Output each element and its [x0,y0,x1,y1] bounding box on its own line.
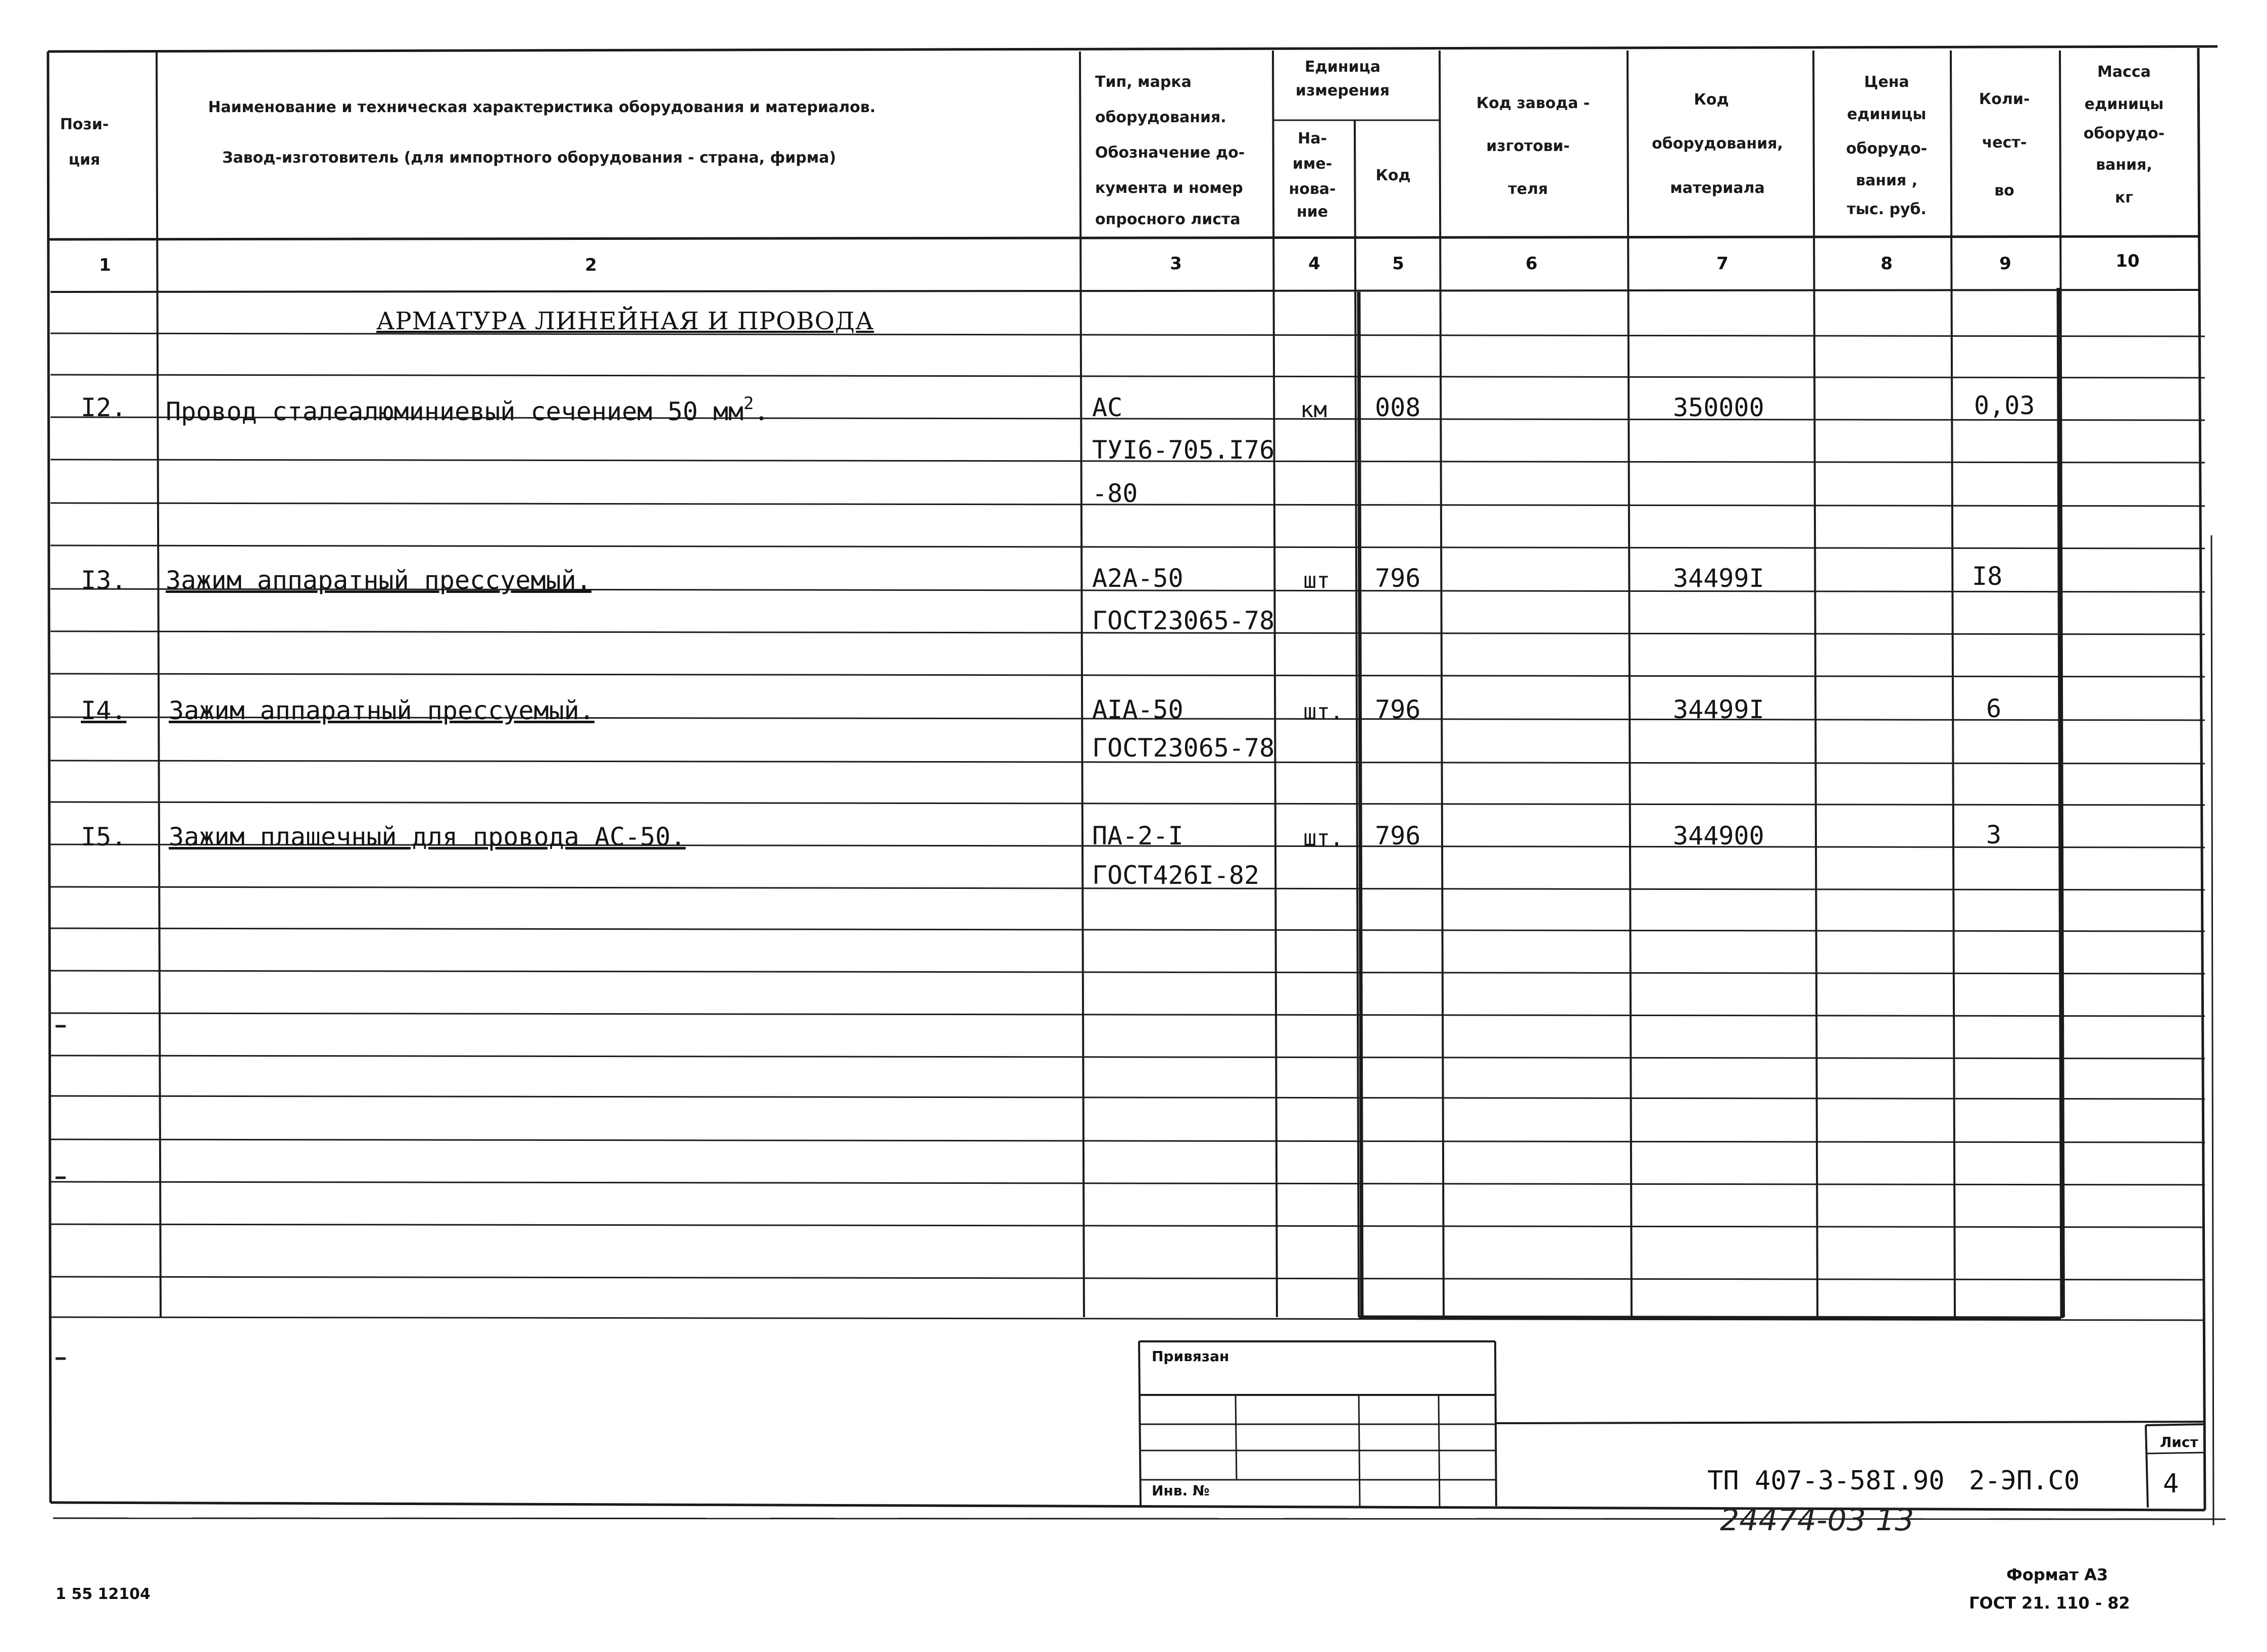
stamp-line [1439,1395,1440,1506]
header-col6-line3: теля [1508,180,1548,198]
header-col6-line2: изготови- [1486,137,1570,155]
col-number-5: 5 [1392,254,1404,274]
row-position: I3. [81,566,127,595]
row-quantity: 0,03 [1974,391,2035,420]
row-unit-code: 796 [1375,564,1421,593]
row-line-9 [51,674,2205,677]
frame-top [48,46,2217,52]
header-col8-line3: оборудо- [1846,140,1928,158]
stamp-line [1496,1422,2205,1423]
header-col10-line3: оборудо- [2083,125,2165,142]
section-title: АРМАТУРА ЛИНЕЙНАЯ И ПРОВОДА [376,307,874,335]
row-line-18 [51,1056,2205,1059]
stamp-line [1236,1395,1237,1480]
column-line-7 [1813,51,1817,1317]
row-equipment-code: 34499I [1673,695,1764,724]
header-col2-line2: Завод-изготовитель (для импортного оборудования - страна, фирма) [222,149,836,167]
header-col10-line4: вания, [2096,156,2152,174]
row-quantity: 6 [1986,694,2002,723]
sheet-label: Лист [2160,1434,2198,1450]
header-col7-line3: материала [1670,179,1765,197]
row-name: Провод сталеалюминиевый сечением 50 $мм^2$. [166,393,769,426]
row-type-line2: ТУI6-705.I76 [1092,435,1275,465]
row-type-line2: ГОСТ23065-78 [1092,733,1275,763]
column-line-8 [1951,51,1955,1317]
row-equipment-code: 34499I [1673,564,1764,593]
header-col9-line2: чест- [1982,134,2027,152]
row-unit-code: 796 [1375,695,1421,724]
row-unit: шт. [1303,825,1344,851]
sheet-cell [2147,1453,2205,1454]
col-number-7: 7 [1716,254,1729,274]
header-col3-line3: Обозначение до- [1095,144,1245,162]
stamp-line [1495,1341,1496,1506]
row-position: I4. [81,696,127,725]
document-code: ТП 407-3-58I.90 [1707,1466,1945,1496]
header-unit-line1: Единица [1305,58,1381,76]
header-col8-line4: вания , [1855,172,1918,189]
col-number-10: 10 [2115,251,2140,271]
header-col9-line1: Коли- [1979,90,2030,108]
frame-right [2198,48,2205,1510]
header-col3-line1: Тип, марка [1095,73,1192,91]
document-suffix: 2-ЭП.С0 [1969,1466,2080,1496]
row-type-line1: ПА-2-I [1092,821,1184,850]
header-col9-line3: во [1994,182,2014,199]
header-col2-line1: Наименование и техническая характеристика оборудования и материалов. [208,98,876,116]
header-col3-line5: опросного листа [1095,211,1241,228]
row-unit-code: 796 [1375,821,1421,850]
frame-left [48,52,51,1503]
row-equipment-code: 344900 [1673,821,1764,850]
sheet-number: 4 [2163,1469,2179,1499]
row-line-19 [51,1096,2205,1099]
column-line-3 [1273,51,1277,1317]
margin-line [2211,535,2213,1525]
row-type-line1: А2А-50 [1092,564,1184,593]
row-line-21 [51,1182,2205,1185]
row-type-line3: -80 [1092,479,1138,508]
heavy-bottom [1359,1317,2061,1318]
row-line-22 [51,1224,2205,1227]
row-line-15 [51,928,2205,931]
bound-label: Привязан [1152,1348,1229,1365]
gost-standard: ГОСТ 21. 110 - 82 [1969,1593,2130,1613]
header-col10-line5: кг [2114,189,2134,207]
col-number-9: 9 [1999,254,2011,274]
header-col7-line2: оборудования, [1652,135,1783,153]
header-col3-line4: кумента и номер [1095,179,1243,197]
row-unit-code: 008 [1375,393,1421,422]
col-number-8: 8 [1881,254,1893,274]
row-line-16 [51,971,2205,974]
row-line-12 [51,802,2205,805]
header-col6-line1: Код завода - [1476,94,1590,112]
header-col3-line2: оборудования. [1095,109,1226,126]
row-line-17 [51,1013,2205,1016]
header-col10-line2: единицы [2084,95,2164,113]
row-type-line2: ГОСТ426I-82 [1092,861,1260,890]
row-line-6 [51,545,2205,548]
paper-format: Формат А3 [2006,1565,2108,1584]
row-unit: шт. [1303,699,1344,725]
row-line-1 [51,333,2205,336]
header-col4-line4: ние [1296,203,1328,221]
footer-code: 1 55 12104 [56,1585,151,1603]
header-col4-line1: На- [1298,130,1327,147]
row-line-20 [51,1139,2205,1142]
header-col1-line1: Пози- [60,116,109,133]
header-col4-line2: име- [1292,155,1333,173]
header-col4-line3: нова- [1289,180,1336,198]
col-number-3: 3 [1170,254,1182,274]
row-type-line1: АIА-50 [1092,695,1184,724]
superscript: 2 [743,393,754,414]
header-col5: Код [1375,167,1411,184]
header-col8-line2: единицы [1847,106,1927,123]
row-name: Зажим плашечный для провода АС-50. [169,822,686,852]
stamp-line [1139,1341,1141,1506]
header-unit-line2: измерения [1295,82,1390,99]
row-line-2 [51,375,2205,378]
row-quantity: I8 [1972,562,2003,591]
row-quantity: 3 [1986,820,2002,849]
row-unit: шт [1303,568,1330,593]
inventory-number-label: Инв. № [1152,1482,1210,1499]
row-line-23 [51,1277,2205,1280]
col-number-6: 6 [1525,254,1538,274]
header-col8-line1: Цена [1864,73,1909,91]
column-number-bottom [51,290,2199,292]
column-line-1 [157,52,161,1317]
header-col7-line1: Код [1694,91,1729,109]
sheet-cell [2146,1424,2205,1425]
sheet-cell [2146,1425,2148,1508]
row-position: I2. [81,393,127,422]
handwritten-number: 24474-03 13 [1720,1503,1914,1538]
column-line-2 [1080,52,1084,1317]
col-number-2: 2 [585,255,597,275]
header-col10-line1: Масса [2097,63,2151,81]
col-number-4: 4 [1308,254,1320,274]
row-name: Зажим аппаратный прессуемый. [166,566,592,595]
header-col8-line5: тыс. руб. [1847,201,1927,218]
header-col1-line2: ция [68,151,101,169]
header-bottom [48,236,2198,239]
column-line-5 [1440,51,1444,1317]
column-line-6 [1628,51,1632,1317]
row-unit: км [1300,397,1327,423]
row-name: Зажим аппаратный прессуемый. [169,696,595,725]
row-type-line1: АС [1092,393,1123,422]
row-position: I5. [81,822,127,852]
col-number-1: 1 [99,255,111,275]
stamp-line [1359,1395,1360,1506]
row-equipment-code: 350000 [1673,393,1764,422]
row-type-line2: ГОСТ23065-78 [1092,606,1275,635]
